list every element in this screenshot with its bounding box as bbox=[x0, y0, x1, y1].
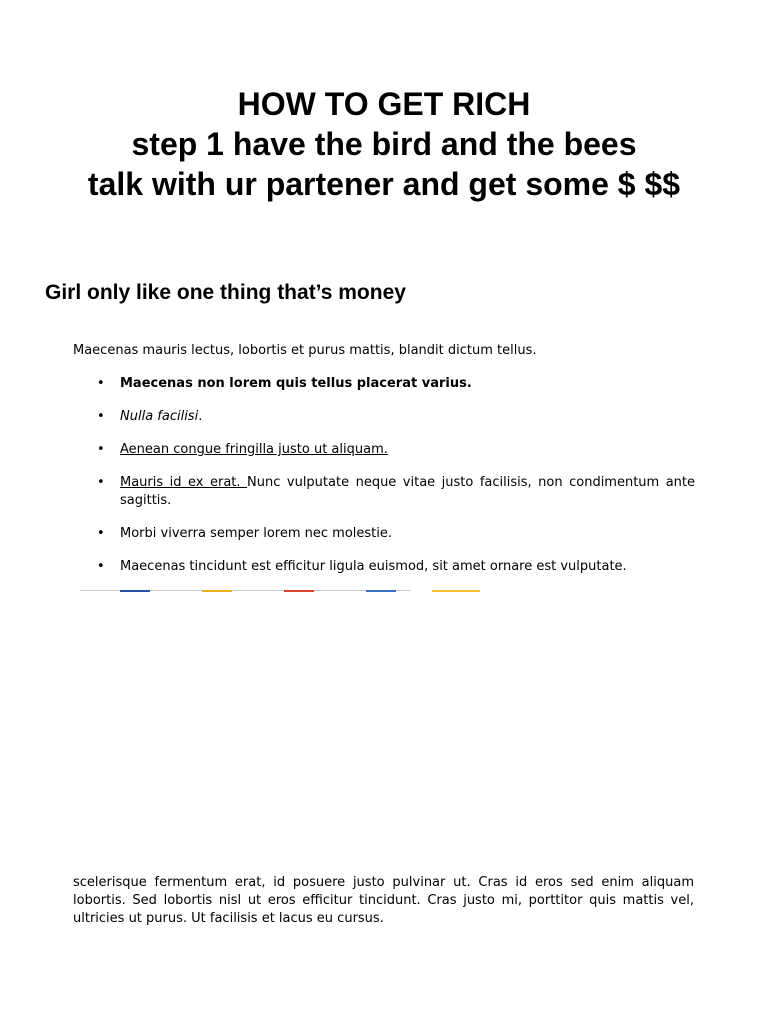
bullet-list bbox=[73, 375, 695, 591]
intro-paragraph: Maecenas mauris lectus, lobortis et purus mattis, blandit dictum tellus. bbox=[73, 343, 537, 358]
list-item bbox=[73, 375, 695, 393]
list-item-text: Nulla facilisi bbox=[120, 409, 199, 424]
list-item-suffix: . bbox=[198, 409, 203, 424]
figure-segment bbox=[284, 590, 314, 592]
list-item bbox=[73, 558, 695, 576]
list-item-text: Nunc vulputate neque vitae justo facilisis, non condimentum ante sagittis. bbox=[120, 475, 696, 508]
bullet-icon: • bbox=[97, 376, 105, 391]
list-item-link[interactable]: Aenean congue fringilla justo ut aliquam. bbox=[120, 442, 388, 457]
list-item-text: Maecenas tincidunt est efficitur ligula euismod, sit amet ornare est vulputate. bbox=[120, 559, 627, 574]
bullet-icon: • bbox=[97, 526, 105, 541]
title-line-2: step 1 have the bird and the bees bbox=[131, 126, 637, 162]
figure-segment bbox=[432, 590, 480, 592]
figure-segment bbox=[202, 590, 232, 592]
title-line-1: HOW TO GET RICH bbox=[237, 86, 531, 122]
list-item bbox=[73, 474, 695, 510]
list-item bbox=[73, 525, 695, 543]
list-item-text: Morbi viverra semper lorem nec molestie. bbox=[120, 526, 393, 541]
body-paragraph: scelerisque fermentum erat, id posuere justo pulvinar ut. Cras id eros sed enim aliquam lobortis. Sed lobortis nisl ut eros efficitur tincidunt. Cras justo mi, porttitor quis mattis vel, ultricies ut purus. Ut facilisis et lacus eu cursus. bbox=[73, 875, 694, 926]
list-item bbox=[73, 441, 695, 459]
figure-segment bbox=[120, 590, 150, 592]
bullet-icon: • bbox=[97, 442, 105, 457]
document-title bbox=[60, 84, 708, 204]
bullet-icon: • bbox=[97, 475, 105, 490]
figure-segment bbox=[366, 590, 396, 592]
section-heading: Girl only like one thing that’s money bbox=[45, 281, 406, 304]
list-item bbox=[73, 408, 695, 426]
bullet-icon: • bbox=[97, 409, 105, 424]
list-item-link[interactable]: Mauris id ex erat. bbox=[120, 475, 248, 490]
title-line-3: talk with ur partener and get some $ $$ bbox=[87, 166, 681, 202]
bullet-icon: • bbox=[97, 559, 105, 574]
embedded-figure-strip bbox=[80, 588, 480, 594]
list-item-text: Maecenas non lorem quis tellus placerat varius. bbox=[120, 376, 472, 391]
